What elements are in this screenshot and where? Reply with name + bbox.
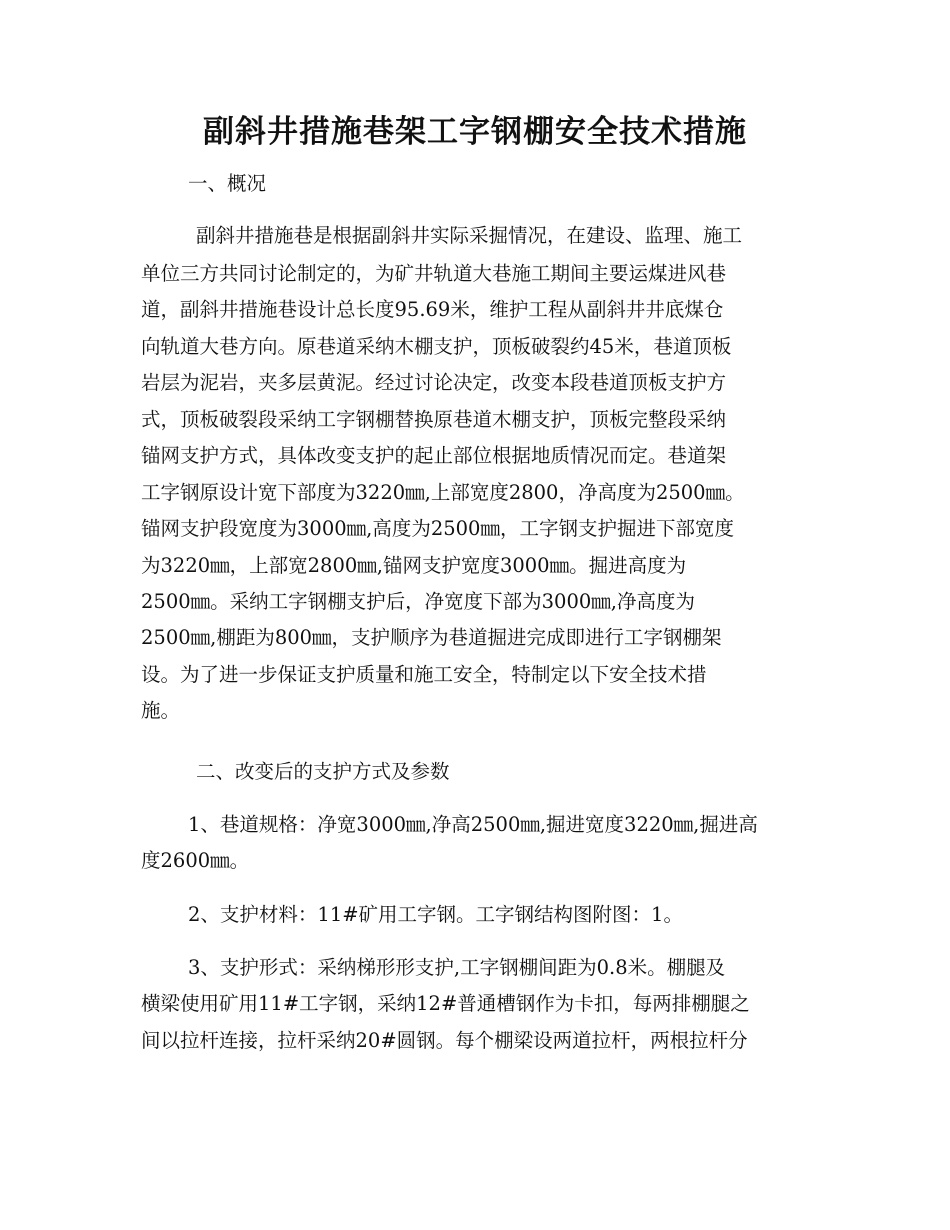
paragraph-line: 式，顶板破裂段采纳工字钢棚替换原巷道木棚支护，顶板完整段采纳 <box>141 408 727 431</box>
section-heading-overview: 一、概况 <box>188 172 267 195</box>
paragraph-line: 设。为了进一步保证支护质量和施工安全，特制定以下安全技术措 <box>141 663 707 686</box>
paragraph-line: 2500㎜,棚距为800㎜，支护顺序为巷道掘进完成即进行工字钢棚架 <box>141 626 722 649</box>
paragraph-line: 为3220㎜，上部宽2800㎜,锚网支护宽度3000㎜。掘进高度为 <box>141 554 687 577</box>
list-item-line: 3、支护形式：采纳梯形形支护,工字钢棚间距为0.8米。棚腿及 <box>188 956 726 979</box>
paragraph-line: 副斜井措施巷是根据副斜井实际采掘情况，在建设、监理、施工 <box>196 224 743 247</box>
list-item-line: 2、支护材料：11#矿用工字钢。工字钢结构图附图：1。 <box>188 903 683 926</box>
list-item-line: 间以拉杆连接，拉杆采纳20#圆钢。每个棚梁设两道拉杆，两根拉杆分 <box>141 1029 748 1052</box>
section-heading-support-method: 二、改变后的支护方式及参数 <box>196 760 450 783</box>
paragraph-line: 向轨道大巷方向。原巷道采纳木棚支护，顶板破裂约45米，巷道顶板 <box>141 335 732 358</box>
document-title: 副斜井措施巷架工字钢棚安全技术措施 <box>203 114 747 150</box>
list-item-line: 度2600㎜。 <box>141 849 250 872</box>
list-item-line: 横梁使用矿用11#工字钢，采纳12#普通槽钢作为卡扣，每两排棚腿之 <box>141 992 750 1015</box>
paragraph-line: 道，副斜井措施巷设计总长度95.69米，维护工程从副斜井井底煤仓 <box>141 298 724 321</box>
paragraph-line: 锚网支护方式，具体改变支护的起止部位根据地质情况而定。巷道架 <box>141 444 727 467</box>
paragraph-line: 锚网支护段宽度为3000㎜,高度为2500㎜，工字钢支护掘进下部宽度 <box>141 517 734 540</box>
paragraph-line: 岩层为泥岩，夹多层黄泥。经过讨论决定，改变本段巷道顶板支护方 <box>141 371 727 394</box>
paragraph-line: 施。 <box>141 699 181 722</box>
paragraph-line: 单位三方共同讨论制定的，为矿井轨道大巷施工期间主要运煤进风巷 <box>141 262 727 285</box>
paragraph-line: 工字钢原设计宽下部度为3220㎜,上部宽度2800，净高度为2500㎜。 <box>141 481 745 504</box>
paragraph-line: 2500㎜。采纳工字钢棚支护后，净宽度下部为3000㎜,净高度为 <box>141 590 695 613</box>
list-item-line: 1、巷道规格：净宽3000㎜,净高2500㎜,掘进宽度3220㎜,掘进高 <box>188 813 758 836</box>
